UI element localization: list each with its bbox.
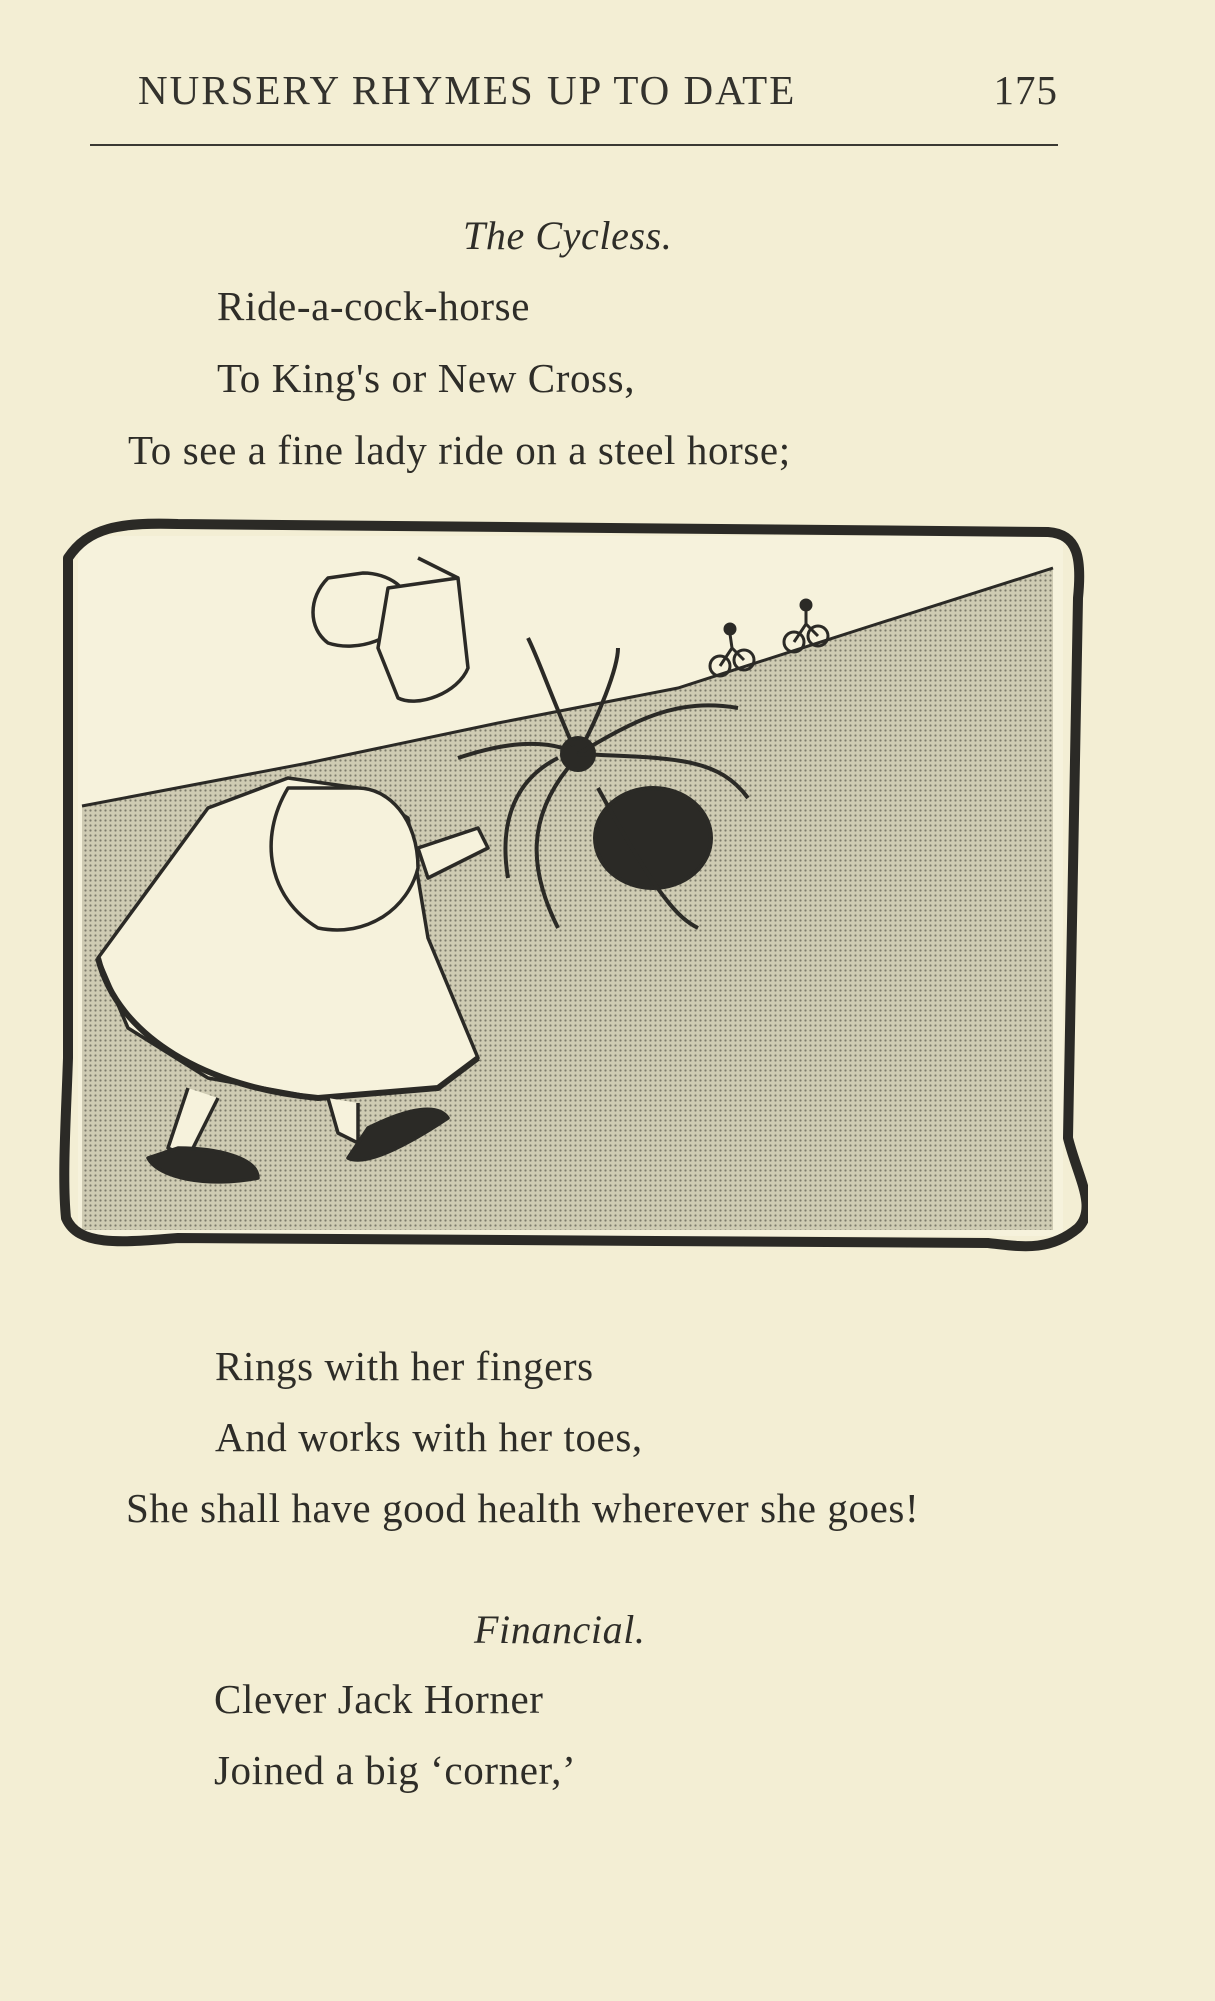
running-head (138, 66, 1058, 114)
poem-title-cycless: The Cycless. (463, 213, 673, 258)
verse-line: To King's or New Cross, (217, 355, 636, 401)
verse-line: She shall have good health wherever she goes! (126, 1485, 920, 1531)
running-title: NURSERY RHYMES UP TO DATE (138, 67, 797, 113)
illustration-girl-with-spider (58, 518, 1088, 1258)
verse-line: To see a fine lady ride on a steel horse; (128, 427, 791, 473)
verse-line: Clever Jack Horner (214, 1676, 544, 1722)
verse-line: Joined a big ‘corner,’ (214, 1747, 577, 1793)
poem-title-financial: Financial. (474, 1607, 646, 1652)
page-number: 175 (993, 67, 1058, 113)
header-rule (90, 144, 1058, 146)
verse-line: Rings with her fingers (215, 1343, 594, 1389)
verse-line: Ride-a-cock-horse (217, 283, 530, 329)
verse-line: And works with her toes, (215, 1414, 643, 1460)
